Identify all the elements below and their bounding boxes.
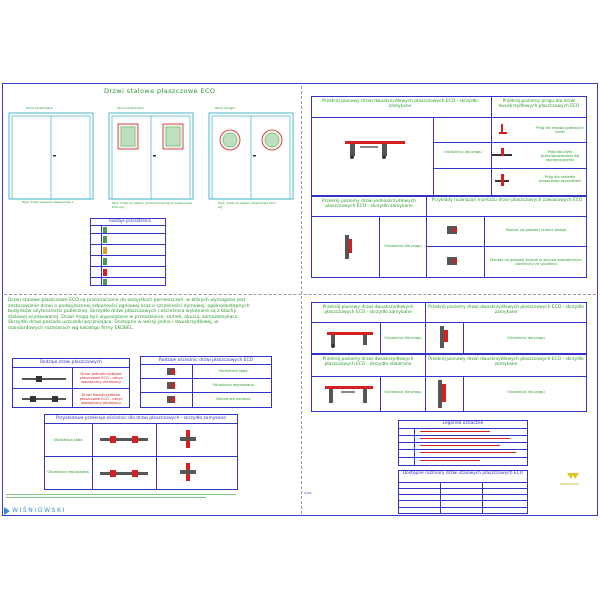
tr-block1-header-right: Przekrój poziomy progu dla drzwi dwuskrzydłowych płaszczowych ECO — [498, 99, 580, 109]
frame-type-1-label: Ościeżnica stała — [218, 369, 248, 373]
frame-section-detail-2 — [180, 463, 200, 483]
frame-section-drawing-2 — [100, 466, 150, 482]
frame-sections-title: Przykładowe przekroje ościeżnic dla drzwi płaszczowych - skrzydło zamykane — [55, 416, 227, 421]
sizes-title: Dostępne rozmiary drzwi stalowych płaszczowych ECO — [402, 471, 524, 476]
brand-logo: WIŚNIOWSKI — [12, 507, 66, 514]
frame-section-row-2: Ościeżnica regulowana — [47, 470, 89, 474]
frame-section-row-1: Ościeżnica stała — [53, 438, 83, 442]
description-paragraph: Drzwi stalowe płaszczowe ECO są przeznaczone do wszystkich pomieszczeń, w których wymagane jest zastosowanie drzwi o podwyższonej odporności ogniowej oraz o szczelności dymowej, ogólnodostępnych budynków użyteczności publicznej. Skrzydło drzwi płaszczowych i ościeżnica wykonane są z blachy stalowej ocynkowanej. Drzwi mogą być wyposażone w przeszklenie, zamek, okucia, samozamykacz. Skrzydło drzwi posiada uszczelki pęczniejące. Dostępne w wersji jedno i dwuskrzydłowej, w standardowych rozmiarach wg katalogu firmy EKOBEL. — [8, 298, 250, 331]
br-block2-header-left: Przekrój poziomy drzwi dwuskrzydłowych płaszczowych ECO - skrzydło otwierane — [322, 357, 414, 367]
door-type-1-drawing — [22, 375, 66, 385]
tr-block2-label: Ościeżnica dla progu — [384, 244, 422, 248]
br-block1-header-right: Przekrój poziomy drzwi dwuskrzydłowych płaszczowych ECO - skrzydło zamykane — [428, 305, 584, 315]
tr-block1-profile-2 — [492, 148, 514, 162]
tr-block2-header-right: Przykłady rozwiązań montażu drzwi płaszczowych zawiasowych ECO — [431, 198, 583, 203]
tr-block1-profile-3 — [495, 174, 511, 188]
door-view-2-caption: Wyk. drzwi ze szkłem przeciwpożarowym płaszczowe ECO wg — [112, 201, 192, 209]
door-view-3-label: Okna okrągłe — [215, 106, 236, 110]
tr-block2-header-left: Przekrój poziomy drzwi jednoskrzydłowych płaszczowych ECO - skrzydło zamykane — [322, 199, 416, 209]
br-block2-right-drawing — [436, 380, 452, 410]
frame-type-3-label: Ościeżnica narożna — [215, 397, 251, 401]
frame-types-title: Rodzaje ościeżnic drzwi płaszczowych ECO — [159, 358, 253, 363]
door-type-2-label: Drzwi dwuskrzydłowe płaszczowe ECO - obrys zewnętrzny ościeżnicy — [79, 393, 123, 405]
legend-title: Legenda oznaczeń — [442, 421, 484, 426]
frame-section-detail-1 — [180, 430, 200, 450]
door-view-1-caption: Wyk. drzwi wełniane płaszczowe z — [22, 200, 74, 204]
right-logo-mark — [567, 471, 579, 481]
tr-block1-section-drawing — [340, 135, 410, 165]
tr-block1-row-3: Próg dla szkiełka płaszczowe skrzydłowe — [539, 175, 581, 183]
glass-types-icons — [101, 226, 111, 286]
tr-block1-profile-1 — [497, 124, 509, 136]
door-view-2-label: Okna prostokątne — [117, 106, 144, 110]
frame-type-2-label: Ościeżnica regulowana — [212, 383, 254, 387]
tr-block1-mid-label: Ościeżnica dla progu — [444, 150, 482, 154]
br-block1-right-label: Ościeżnica dla progu — [507, 336, 545, 340]
quadrant-divider-horizontal — [4, 294, 596, 295]
page-title: Drzwi stalowe płaszczowe ECO — [104, 87, 216, 95]
door-types-title: Rodzaje drzwi płaszczowych — [40, 360, 102, 365]
quadrant-divider-vertical — [301, 86, 302, 514]
door-view-3-caption: Wyk. drzwi ze szkłem płaszczowe ECO wg — [218, 201, 276, 209]
scale-note: A.P.S. — [304, 491, 313, 495]
tr-block1-row-1: Próg dla dwuskrzydłowych drzwi — [536, 126, 584, 134]
tr-block2-row-2: Montaż na gotowej ścianie w obrysie zewnętrznym ościeżnicy ze szczeliną — [490, 258, 582, 266]
door-view-1-label: Okna prostokątne — [26, 106, 53, 110]
door-drawing-rect-windows — [108, 112, 194, 202]
br-block2-left-label: Ościeżnica dla progu — [384, 390, 422, 394]
br-block2-header-right: Przekrój pionowy drzwi dwuskrzydłowych płaszczowych ECO - skrzydło zamykane — [428, 357, 584, 367]
door-drawing-plain — [8, 112, 94, 202]
tr-block1-row-2: Próg dla płyty przeciwpożarowej dla wycięcia/profilu — [540, 150, 580, 162]
right-logo-text: WIŚNIOWSKI — [560, 482, 579, 486]
tr-block2-section-drawing — [343, 235, 357, 261]
br-block2-left-drawing — [325, 382, 375, 408]
tr-block2-mount-1 — [447, 226, 461, 236]
br-block1-left-drawing — [327, 328, 375, 350]
frame-section-drawing-1 — [100, 432, 150, 448]
door-drawing-round-windows — [208, 112, 294, 202]
door-type-2-drawing — [22, 395, 66, 405]
br-block1-left-label: Ościeżnica dla progu — [384, 336, 422, 340]
door-type-1-label: Drzwi jednoskrzydłowe płaszczowe ECO - obrys zewnętrzny ościeżnicy — [79, 372, 123, 384]
br-block2-right-label: Ościeżnica dla progu — [507, 390, 545, 394]
br-block1-header-left: Przekrój pionowy drzwi dwuskrzydłowych płaszczowych ECO - skrzydło zamykane — [322, 305, 414, 315]
frame-type-icons — [165, 366, 179, 408]
tr-block2-row-1: Montaż na gotowej ścianie wersja — [505, 228, 567, 232]
tr-block2-mount-2 — [447, 257, 461, 267]
glass-types-title: Rodzaje przeszklenia — [109, 218, 151, 223]
tr-block1-header-left: Przekrój pionowy drzwi dwuskrzydłowych płaszczowych ECO - skrzydło zamykane — [322, 99, 478, 109]
br-block1-right-drawing — [438, 326, 452, 350]
brand-logo-mark — [4, 507, 10, 515]
